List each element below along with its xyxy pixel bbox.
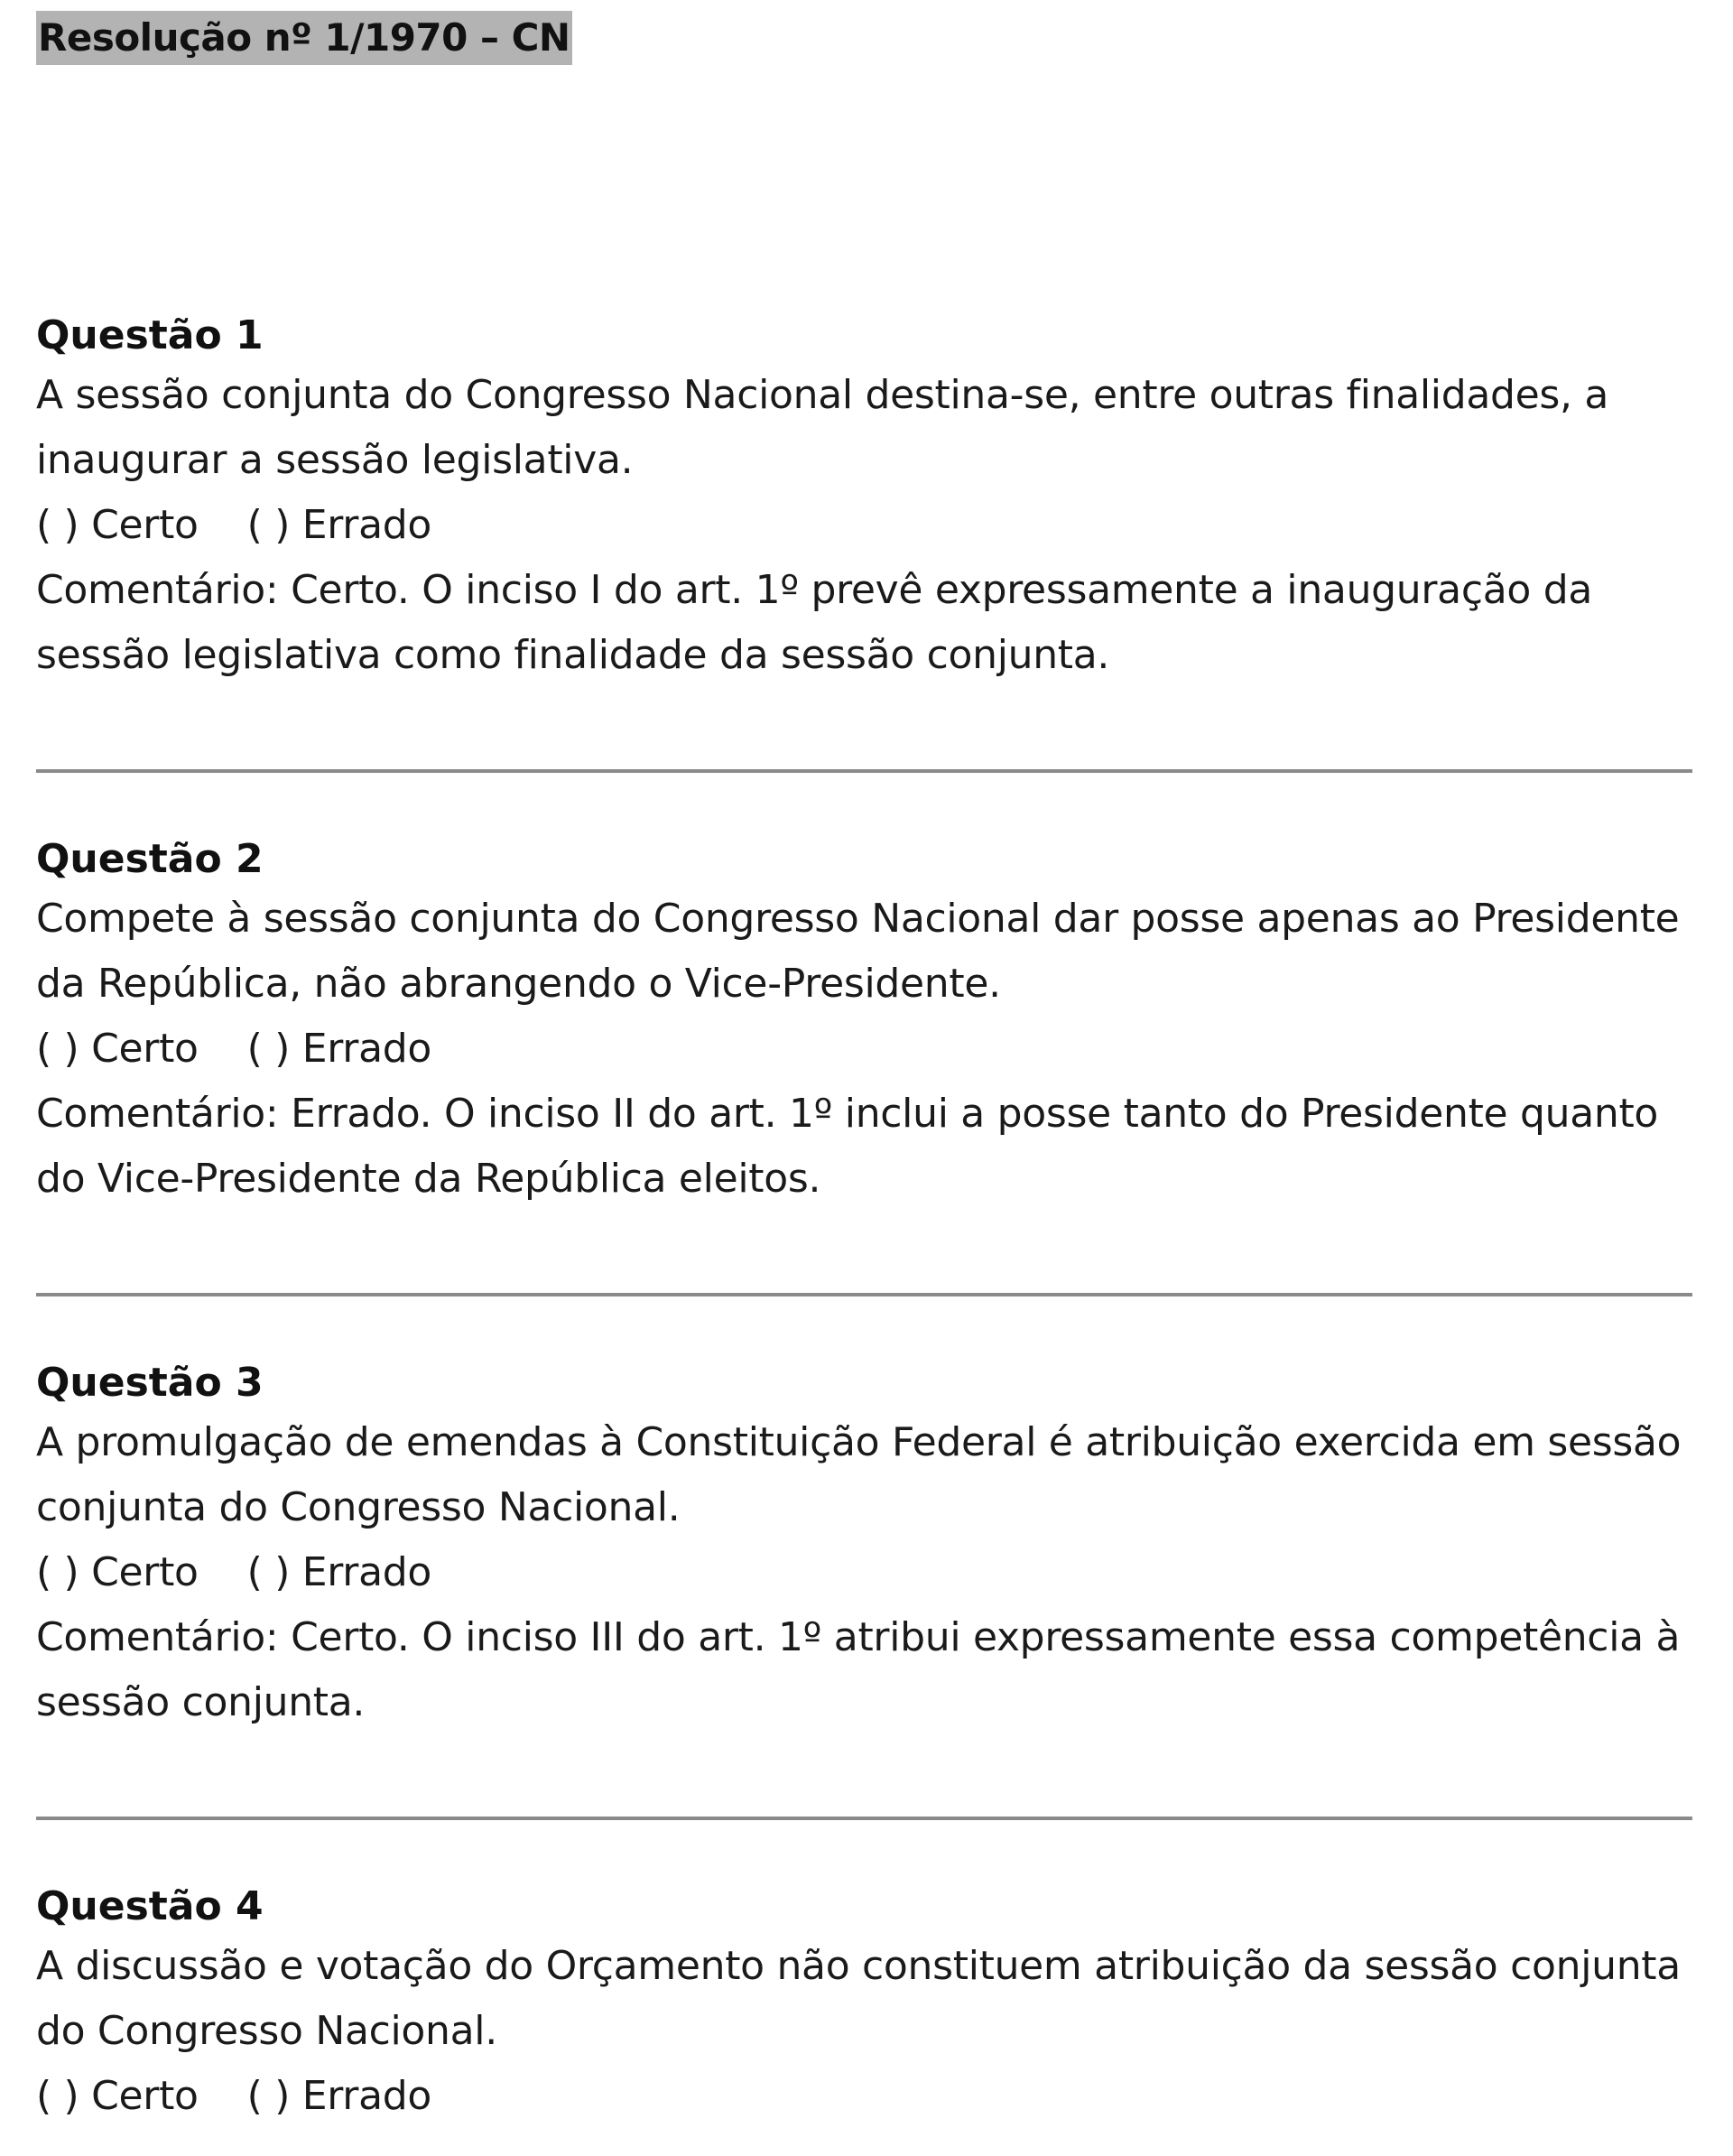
option-errado[interactable]: ( ) Errado [246, 1549, 431, 1595]
question-text: Compete à sessão conjunta do Congresso Nacional dar posse apenas ao Presidente da República, não abrangendo o Vice-Presidente. [36, 896, 1680, 1007]
question-title: Questão 4 [36, 1883, 264, 1929]
question-block-2 [36, 832, 1697, 1212]
option-errado[interactable]: ( ) Errado [246, 1026, 431, 1072]
option-certo[interactable]: ( ) Certo [36, 2073, 199, 2119]
question-block-4 [36, 1880, 1697, 2129]
document-title: Resolução nº 1/1970 – CN [36, 11, 572, 65]
section-divider [36, 769, 1692, 773]
question-block-1 [36, 309, 1697, 688]
section-divider [36, 1293, 1692, 1296]
question-title: Questão 3 [36, 1360, 264, 1406]
section-divider [36, 1817, 1692, 1820]
question-title: Questão 1 [36, 312, 264, 358]
question-block-3 [36, 1356, 1697, 1735]
question-text: A discussão e votação do Orçamento não constituem atribuição da sessão conjunta do Congresso Nacional. [36, 1943, 1681, 2054]
option-certo[interactable]: ( ) Certo [36, 1026, 199, 1072]
answer-options [36, 493, 1697, 558]
question-comment: Comentário: Errado. O inciso II do art. 1º inclui a posse tanto do Presidente quanto do Vice-Presidente da República eleitos. [36, 1091, 1659, 1202]
option-errado[interactable]: ( ) Errado [246, 502, 431, 548]
answer-options [36, 1017, 1697, 1082]
document-page [36, 11, 1697, 2119]
question-text: A sessão conjunta do Congresso Nacional destina-se, entre outras finalidades, a inaugurar a sessão legislativa. [36, 372, 1609, 483]
question-title: Questão 2 [36, 836, 264, 882]
option-certo[interactable]: ( ) Certo [36, 1549, 199, 1595]
answer-options [36, 1540, 1697, 1605]
question-comment: Comentário: Certo. O inciso I do art. 1º prevê expressamente a inauguração da sessão legislativa como finalidade da sessão conjunta. [36, 567, 1592, 678]
question-text: A promulgação de emendas à Constituição Federal é atribuição exercida em sessão conjunta do Congresso Nacional. [36, 1419, 1682, 1530]
option-certo[interactable]: ( ) Certo [36, 502, 199, 548]
answer-options [36, 2064, 1697, 2129]
question-comment: Comentário: Certo. O inciso III do art. 1º atribui expressamente essa competência à sessão conjunta. [36, 1614, 1681, 1725]
option-errado[interactable]: ( ) Errado [246, 2073, 431, 2119]
